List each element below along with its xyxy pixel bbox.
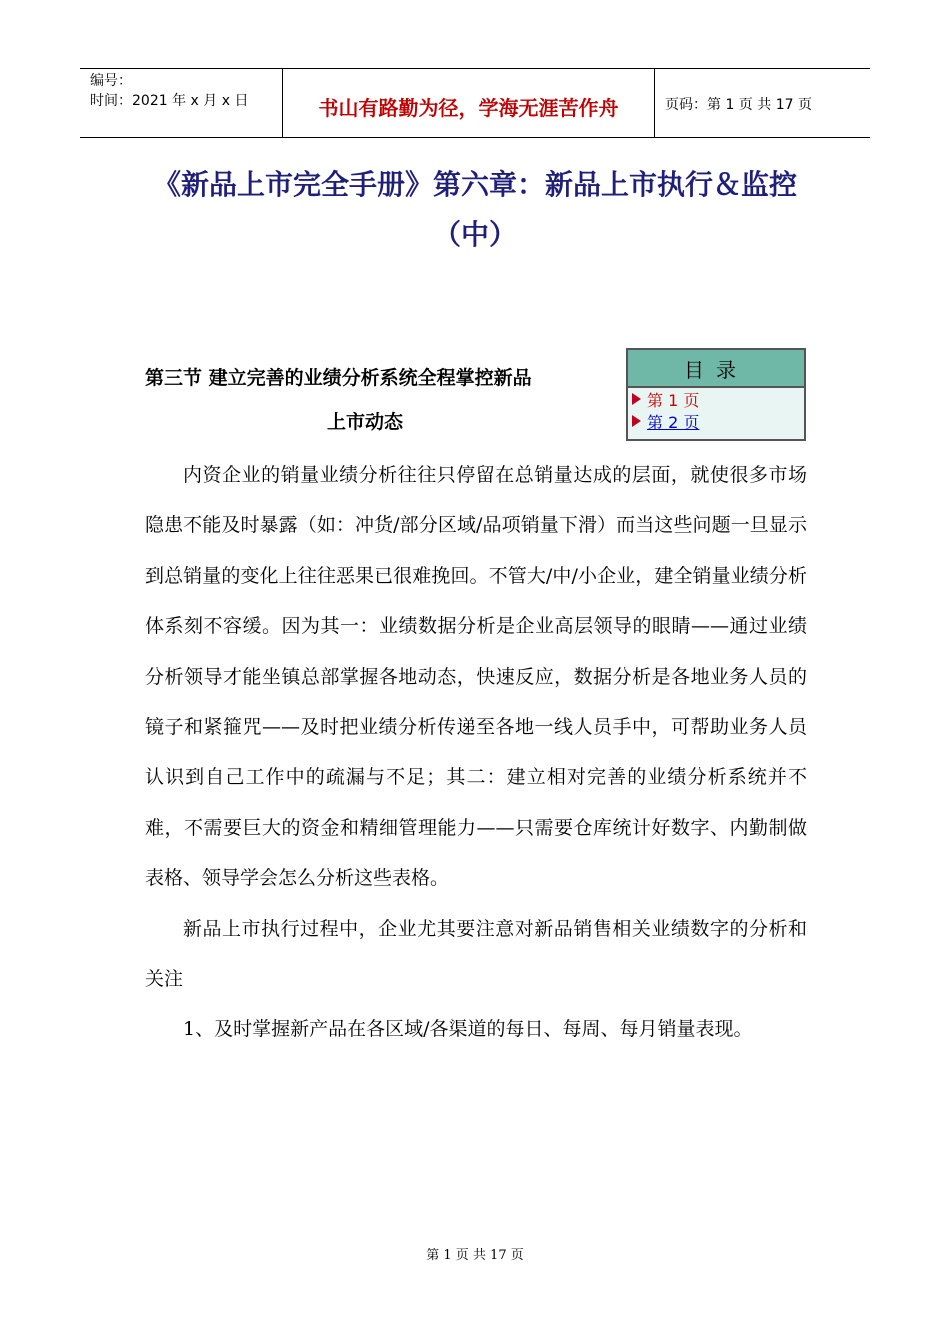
page-header [80,68,870,138]
document-title [100,160,850,260]
arrow-right-icon [632,415,641,427]
arrow-right-icon [632,393,641,405]
toc-item-page-1[interactable] [628,388,804,410]
toc-heading: 目录 [628,350,804,388]
section-heading-line-1: 第三节 建立完善的业绩分析系统全程掌控新品 [145,367,532,389]
number-label: 编号： [90,73,132,89]
header-page-label: 页码：第 1 页 共 17 页 [665,97,812,113]
table-of-contents [626,348,806,441]
section-heading-line-2: 上市动态 [326,411,403,433]
paragraph: 内资企业的销量业绩分析往往只停留在总销量达成的层面，就使很多市场隐患不能及时暴露（如：冲货/部分区域/品项销量下滑）而当这些问题一旦显示到总销量的变化上往往恶果已很难挽回。不管大/中/小企业，建全销量业绩分析体系刻不容缓。因为其一：业绩数据分析是企业高层领导的眼睛——通过业绩分析领导才能坐镇总部掌握各地动态，快速反应，数据分析是各地业务人员的镜子和紧箍咒——及时把业绩分析传递至各地一线人员手中，可帮助业务人员认识到自己工作中的疏漏与不足；其二：建立相对完善的业绩分析系统并不难，不需要巨大的资金和精细管理能力——只需要仓库统计好数字、内勤制做表格、领导学会怎么分析这些表格。 [145,464,807,890]
toc-link-page-2[interactable]: 第 2 页 [647,412,700,432]
body-text [145,450,807,1055]
header-motto: 书山有路勤为径，学海无涯苦作舟 [282,69,655,137]
title-line-1: 《新品上市完全手册》第六章：新品上市执行＆监控 [152,168,797,201]
time-label: 时间：2021 年 x 月 x 日 [90,93,249,109]
title-line-2: （中） [432,218,517,251]
paragraph: 1、及时掌握新产品在各区域/各渠道的每日、每周、每月销量表现。 [183,1018,753,1041]
header-meta [80,69,282,137]
page-footer: 第 1 页 共 17 页 [426,1248,524,1263]
toc-link-page-1[interactable]: 第 1 页 [647,390,700,410]
paragraph: 新品上市执行过程中，企业尤其要注意对新品销售相关业绩数字的分析和关注 [145,917,807,991]
section-heading [145,356,625,444]
toc-item-page-2[interactable] [628,410,804,432]
